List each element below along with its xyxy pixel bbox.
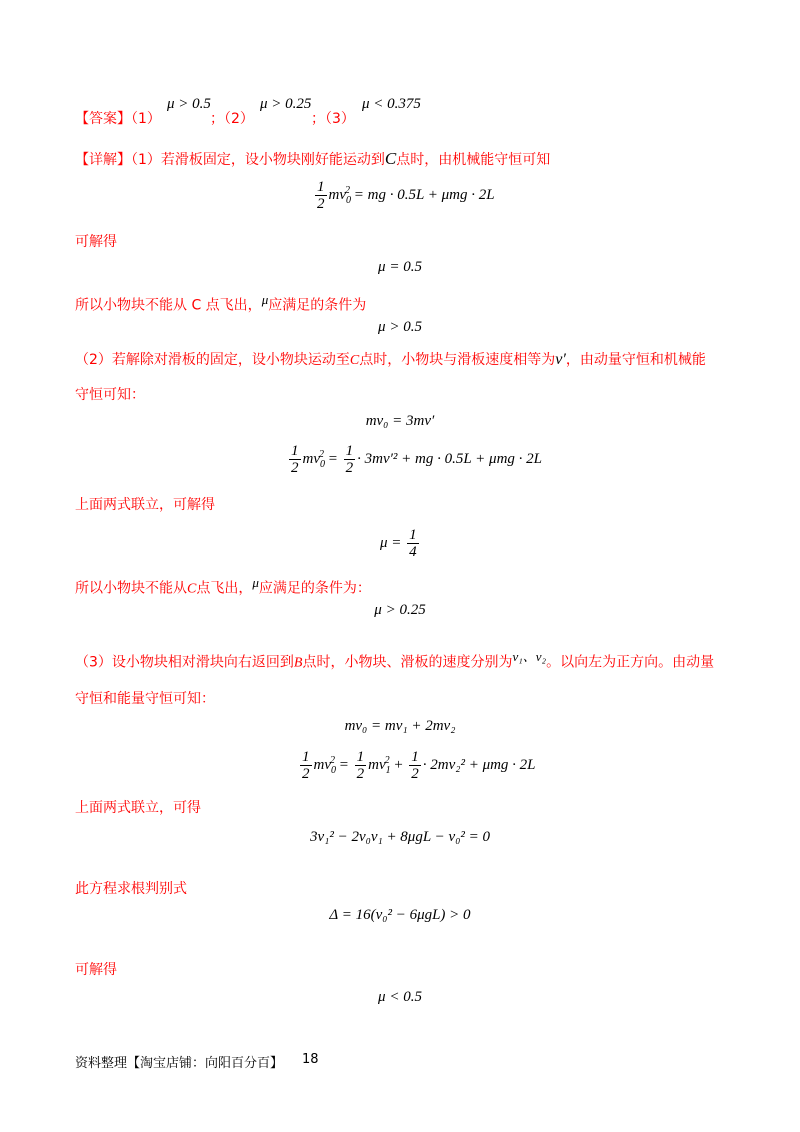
conclusion-2-text: 所以小物块不能从: [75, 580, 187, 597]
answer-part1-marker: （1）: [131, 111, 161, 127]
equation-condition-2: μ > 0.25: [374, 602, 426, 618]
part3-line-1-tail: 。以向左为正方向。由动量: [546, 654, 715, 671]
part3-point-b: B: [293, 655, 303, 671]
detail-part1-intro: [75, 150, 550, 169]
answer-sep-2: ；（3）: [311, 111, 355, 127]
part3-line-1: [75, 648, 714, 673]
conclusion-2-mu: μ: [252, 575, 259, 590]
equation-mu-quarter: [380, 527, 421, 560]
part1-intro-tail: 点时，由机械能守恒可知: [396, 152, 551, 168]
answer-value-1: μ > 0.5: [167, 96, 211, 112]
part3-line-1-mid: 点时，小物块、滑板的速度分别为: [302, 654, 513, 671]
equation-mu-quarter-lhs: μ =: [380, 534, 402, 551]
discriminant-intro: 此方程求根判别式: [75, 881, 187, 897]
fraction-denominator: 4: [409, 544, 417, 560]
part2-line-1-mid: 点时，小物块与滑板速度相等为: [359, 352, 556, 368]
answer-value-3: μ < 0.375: [362, 96, 421, 112]
part3-line-1-text: （3）设小物块相对滑块向右返回到: [75, 654, 294, 671]
equation-energy-3-tail: · 2mv₂² + μmg · 2L: [422, 756, 536, 773]
equation-energy-3: $\frac{1}{2}$ $mv_0^2$ = $\frac{1}{2}$ $mv_1^2$ + $\frac{1}{2}$ · 2mv₂² + μmg · 2L: [302, 749, 536, 782]
part2-line-1-text: （2）若解除对滑板的固定，设小物块运动至: [75, 352, 350, 368]
fraction-numerator: 1: [409, 527, 417, 543]
part2-line-1: [75, 351, 706, 370]
answer-label: 【答案】: [75, 111, 131, 127]
part2-point-c: C: [349, 353, 360, 368]
part2-v-prime: v′: [555, 351, 566, 368]
conclusion-1-text: 所以小物块不能从 C 点飞出，: [75, 297, 262, 314]
conclusion-2-mid: 点飞出，: [196, 580, 253, 597]
answer-sep-1: ；（2）: [210, 111, 254, 127]
answer-line: [75, 110, 161, 128]
conclusion-2-point-c: C: [187, 581, 197, 597]
equation-momentum-3: mv₀ = mv₁ + 2mv₂: [344, 718, 456, 734]
conclusion-1-tail: 应满足的条件为: [268, 297, 367, 314]
page-number: 18: [302, 1052, 319, 1067]
part1-intro-text: （1）若滑板固定，设小物块刚好能运动到: [131, 152, 385, 168]
point-c-label: C: [384, 149, 397, 168]
answer-value-2: μ > 0.25: [260, 96, 312, 112]
part2-line-1-tail: ，由动量守恒和机械能: [565, 352, 706, 368]
part3-velocities: v₁、v₂: [512, 649, 547, 664]
conclusion-1: [75, 291, 366, 315]
conclusion-2-tail: 应满足的条件为：: [258, 580, 371, 597]
detail-label: 【详解】: [75, 152, 131, 168]
conclusion-1-mu: μ: [261, 292, 269, 307]
solve-text-1: 可解得: [75, 234, 117, 250]
footer-source: 资料整理【淘宝店铺：向阳百分百】: [75, 1056, 284, 1071]
part3-line-2: 守恒和能量守恒可知：: [75, 691, 215, 707]
solve-text-2: 可解得: [75, 962, 117, 978]
equation-energy-2: $\frac{1}{2}$ $mv_0^2$ = $\frac{1}{2}$ · 3mv′² + mg · 0.5L + μmg · 2L: [291, 443, 542, 476]
equation-quadratic: 3v₁² − 2v₀v₁ + 8μgL − v₀² = 0: [309, 829, 491, 845]
equation-energy-2-rhs: · 3mv′² + mg · 0.5L + μmg · 2L: [357, 450, 542, 467]
part2-line-2: 守恒可知：: [75, 387, 145, 403]
conclusion-2: [75, 574, 371, 599]
equation-energy-fixed: $\frac{1}{2}$ $mv_0^2$ = mg · 0.5L + μmg · 2L: [317, 179, 495, 212]
combine-text-2: 上面两式联立，可得: [75, 800, 201, 816]
equation-condition-1: μ > 0.5: [378, 319, 422, 335]
equation-discriminant: Δ = 16(v₀² − 6μgL) > 0: [329, 907, 471, 923]
equation-mu-equals: μ = 0.5: [378, 259, 422, 275]
equation-energy-fixed-rhs: = mg · 0.5L + μmg · 2L: [353, 186, 495, 203]
combine-text-1: 上面两式联立，可解得: [75, 497, 215, 513]
equation-momentum-2: mv₀ = 3mv′: [365, 413, 435, 429]
equation-final: μ < 0.5: [378, 989, 422, 1005]
